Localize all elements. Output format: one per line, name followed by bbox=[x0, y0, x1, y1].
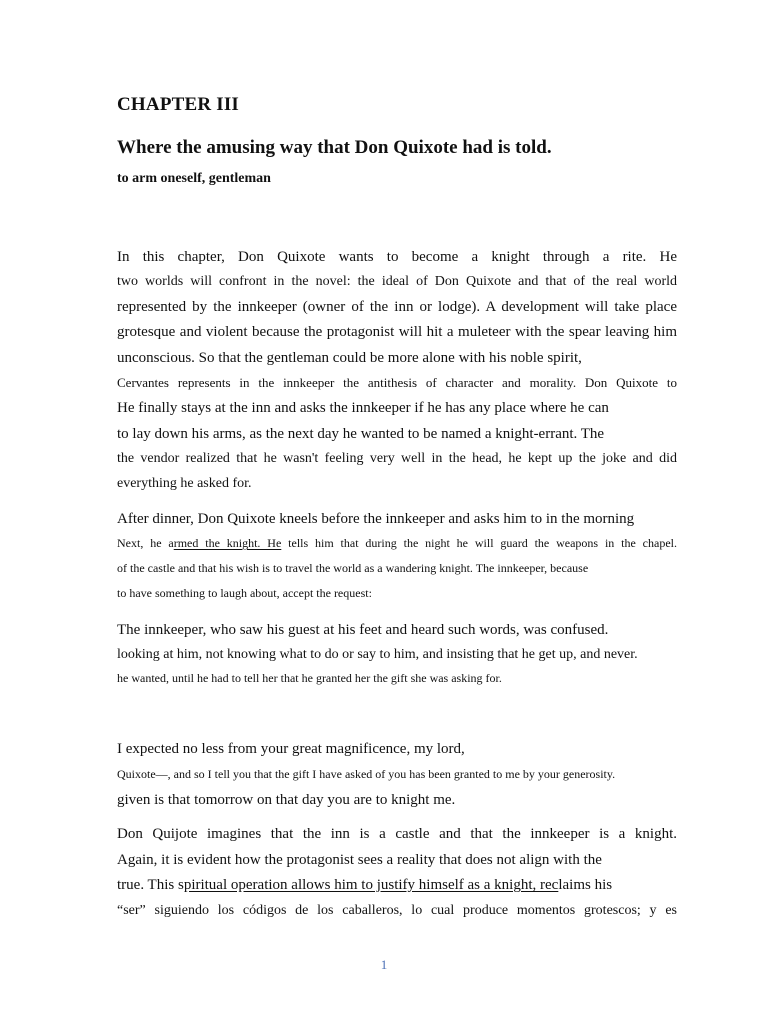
text-line: He finally stays at the inn and asks the innkeeper if he has any place where he can bbox=[117, 400, 609, 416]
text-line: given is that tomorrow on that day you are to knight me. bbox=[117, 792, 456, 808]
text-line: In this chapter, Don Quixote wants to become a knight through a rite. He bbox=[117, 249, 677, 265]
text-segment: true. This s bbox=[117, 877, 184, 893]
text-line: of the castle and that his wish is to travel the world as a wandering knight. The innkeeper, because bbox=[117, 561, 589, 575]
text-line: Don Quijote imagines that the inn is a castle and that the innkeeper is a knight. bbox=[117, 826, 677, 842]
text-line: After dinner, Don Quixote kneels before the innkeeper and asks him to in the morning bbox=[117, 511, 635, 527]
chapter-subtitle: to arm oneself, gentleman bbox=[117, 171, 271, 186]
text-segment: laims his bbox=[558, 877, 613, 893]
text-segment: Next, he a bbox=[117, 536, 174, 550]
text-line: I expected no less from your great magnificence, my lord, bbox=[117, 741, 465, 757]
underlined-text: piritual operation allows him to justify himself as a knight, rec bbox=[183, 877, 559, 893]
text-line: Again, it is evident how the protagonist sees a reality that does not align with the bbox=[117, 852, 602, 868]
text-line: to have something to laugh about, accept the request: bbox=[117, 586, 372, 600]
text-segment: tells him that during the night he will guard the weapons in the chapel. bbox=[281, 536, 677, 550]
text-line: everything he asked for. bbox=[117, 476, 252, 491]
text-line: Quixote—, and so I tell you that the gift I have asked of you has been granted to me by your generosity. bbox=[117, 767, 616, 781]
text-line: two worlds will confront in the novel: the ideal of Don Quixote and that of the real world bbox=[117, 274, 677, 289]
text-line: looking at him, not knowing what to do or say to him, and insisting that he get up, and never. bbox=[117, 647, 638, 662]
text-line: “ser” siguiendo los códigos de los caballeros, lo cual produce momentos grotescos; y es bbox=[117, 903, 677, 918]
text-line: Cervantes represents in the innkeeper the antithesis of character and morality. Don Quixote to bbox=[117, 375, 677, 390]
text-line: he wanted, until he had to tell her that he granted her the gift she was asking for. bbox=[117, 671, 502, 685]
text-line: unconscious. So that the gentleman could be more alone with his noble spirit, bbox=[117, 350, 582, 366]
text-line: represented by the innkeeper (owner of the inn or lodge). A development will take place bbox=[117, 299, 677, 315]
text-line: the vendor realized that he wasn't feeling very well in the head, he kept up the joke and did bbox=[117, 451, 677, 466]
text-line: grotesque and violent because the protagonist will hit a muleteer with the spear leaving him bbox=[117, 324, 677, 340]
page-number: 1 bbox=[380, 957, 388, 972]
text-line: The innkeeper, who saw his guest at his feet and heard such words, was confused. bbox=[117, 622, 609, 638]
chapter-heading: CHAPTER III bbox=[117, 94, 240, 115]
text-line bbox=[117, 878, 677, 893]
underlined-text: rmed the knight. He bbox=[173, 536, 282, 550]
text-line bbox=[117, 537, 677, 549]
text-line: to lay down his arms, as the next day he wanted to be named a knight-errant. The bbox=[117, 426, 605, 442]
chapter-title: Where the amusing way that Don Quixote had is told. bbox=[117, 137, 552, 158]
